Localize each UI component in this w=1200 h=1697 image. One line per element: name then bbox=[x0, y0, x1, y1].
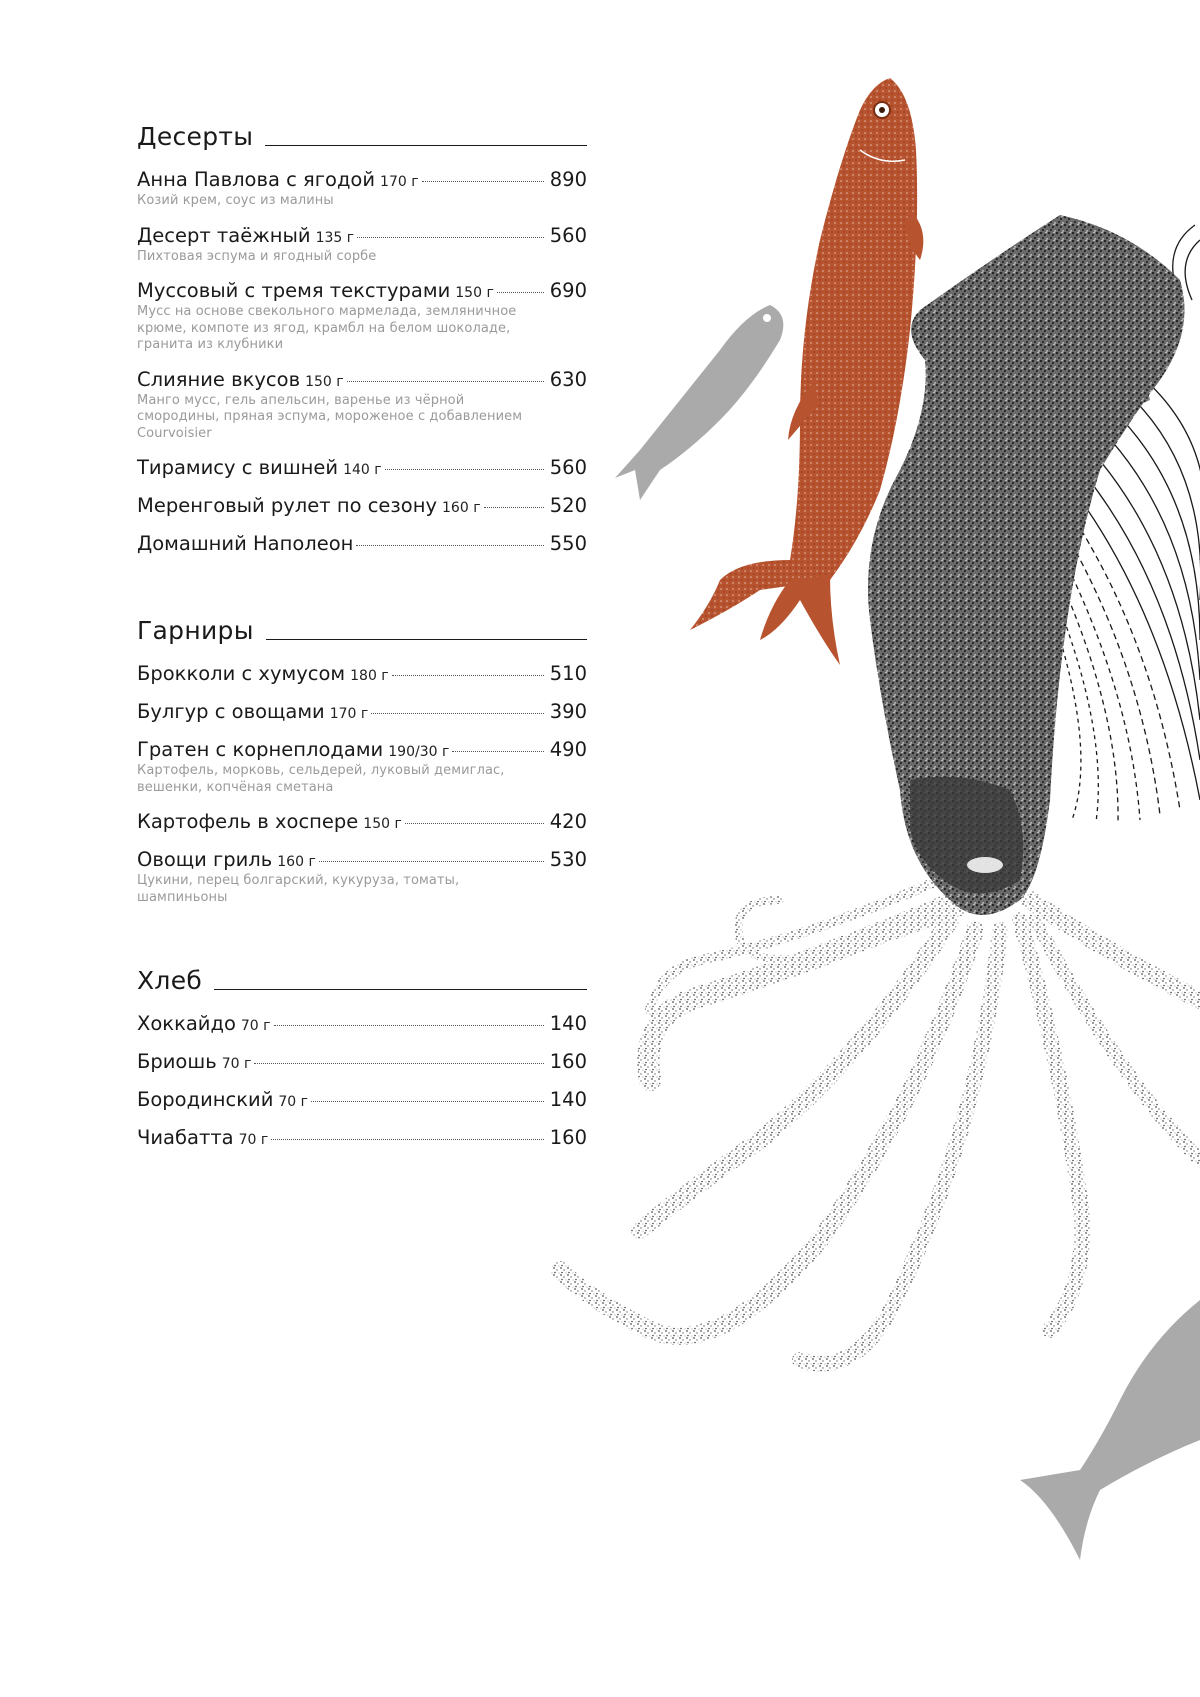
menu-item-row bbox=[137, 738, 587, 762]
item-weight: 150 г bbox=[363, 816, 402, 832]
item-weight: 160 г bbox=[442, 500, 481, 516]
menu-item bbox=[137, 168, 587, 210]
dotted-leader bbox=[371, 713, 544, 714]
item-name: Чиабатта bbox=[137, 1126, 234, 1149]
menu-item-row bbox=[137, 848, 587, 872]
menu-item-row bbox=[137, 1012, 587, 1036]
menu-item-row bbox=[137, 1088, 587, 1112]
item-price: 140 bbox=[549, 1012, 587, 1035]
item-price: 160 bbox=[549, 1126, 587, 1149]
item-price: 390 bbox=[549, 700, 587, 723]
item-name: Анна Павлова с ягодой bbox=[137, 168, 376, 191]
item-description: Картофель, морковь, сельдерей, луковый демиглас, вешенки, копчёная сметана bbox=[137, 763, 505, 795]
item-description: Мусс на основе свекольного мармелада, земляничное крюме, компоте из ягод, крамбл на белом шоколаде, гранита из клубники bbox=[137, 304, 517, 352]
item-price: 890 bbox=[549, 168, 587, 191]
menu bbox=[137, 112, 587, 1200]
menu-item bbox=[137, 279, 587, 354]
item-weight: 150 г bbox=[455, 285, 494, 301]
item-name: Домашний Наполеон bbox=[137, 532, 354, 555]
item-price: 550 bbox=[549, 532, 587, 555]
squid-tentacles bbox=[560, 880, 1200, 1364]
menu-section bbox=[137, 956, 587, 1150]
dotted-leader bbox=[385, 469, 544, 470]
section-header bbox=[137, 112, 587, 152]
menu-item-row bbox=[137, 810, 587, 834]
section-header bbox=[137, 606, 587, 646]
item-name: Картофель в хоспере bbox=[137, 810, 359, 833]
squid-illustration bbox=[868, 215, 1185, 915]
section-title: Десерты bbox=[137, 122, 254, 151]
dotted-leader bbox=[254, 1063, 543, 1064]
section-rule bbox=[265, 145, 587, 146]
dotted-leader bbox=[357, 237, 544, 238]
item-name: Овощи гриль bbox=[137, 848, 273, 871]
item-weight: 70 г bbox=[278, 1094, 308, 1110]
menu-item bbox=[137, 368, 587, 443]
dotted-leader bbox=[311, 1101, 544, 1102]
dotted-leader bbox=[422, 181, 544, 182]
item-name: Гратен с корнеплодами bbox=[137, 738, 384, 761]
item-price: 560 bbox=[549, 223, 587, 247]
item-price: 520 bbox=[549, 494, 587, 517]
dotted-leader bbox=[405, 823, 544, 824]
menu-item bbox=[137, 1050, 587, 1074]
item-weight: 70 г bbox=[238, 1132, 269, 1148]
menu-item-row bbox=[137, 532, 587, 556]
item-description: Козий крем, соус из малины bbox=[137, 193, 334, 208]
item-name: Брокколи с хумусом bbox=[137, 662, 346, 685]
item-price: 140 bbox=[549, 1088, 587, 1111]
dotted-leader bbox=[356, 545, 543, 546]
dotted-leader bbox=[347, 381, 544, 382]
item-name: Бриошь bbox=[137, 1050, 217, 1073]
item-name: Булгур с овощами bbox=[137, 700, 325, 723]
menu-item-row bbox=[137, 700, 587, 724]
item-weight: 190/30 г bbox=[388, 744, 450, 760]
menu-item-row bbox=[137, 662, 587, 686]
item-weight: 150 г bbox=[305, 373, 344, 390]
menu-item-row bbox=[137, 224, 587, 248]
menu-item bbox=[137, 456, 587, 480]
item-name: Тирамису с вишней bbox=[137, 456, 339, 479]
dotted-leader bbox=[452, 751, 543, 752]
menu-item-row bbox=[137, 368, 587, 392]
item-price: 530 bbox=[549, 848, 587, 871]
item-name: Хоккайдо bbox=[137, 1012, 236, 1035]
menu-item bbox=[137, 738, 587, 796]
item-price: 560 bbox=[549, 456, 587, 479]
menu-item-row bbox=[137, 1126, 587, 1150]
dotted-leader bbox=[484, 507, 544, 508]
menu-item bbox=[137, 224, 587, 266]
menu-item-row bbox=[137, 279, 587, 303]
item-description: Цукини, перец болгарский, кукуруза, томаты, шампиньоны bbox=[137, 873, 460, 905]
line-shell-illustration bbox=[1040, 225, 1200, 822]
item-name: Меренговый рулет по сезону bbox=[137, 494, 438, 517]
item-price: 630 bbox=[549, 367, 587, 391]
item-weight: 140 г bbox=[343, 462, 382, 478]
menu-item bbox=[137, 1088, 587, 1112]
menu-section bbox=[137, 112, 587, 556]
menu-item-row bbox=[137, 494, 587, 518]
dotted-leader bbox=[319, 861, 544, 862]
item-weight: 70 г bbox=[221, 1056, 252, 1072]
menu-item-row bbox=[137, 456, 587, 480]
menu-item bbox=[137, 848, 587, 906]
small-gray-fish-illustration bbox=[615, 305, 783, 500]
menu-section bbox=[137, 606, 587, 906]
item-price: 420 bbox=[549, 810, 587, 833]
section-rule bbox=[214, 989, 587, 990]
menu-item bbox=[137, 1126, 587, 1150]
menu-item bbox=[137, 532, 587, 556]
item-weight: 170 г bbox=[329, 706, 369, 722]
dotted-leader bbox=[271, 1139, 544, 1140]
menu-item bbox=[137, 494, 587, 518]
item-price: 160 bbox=[549, 1050, 587, 1073]
item-name: Муссовый с тремя текстурами bbox=[137, 279, 451, 302]
salmon-fish-illustration bbox=[690, 78, 923, 665]
dotted-leader bbox=[392, 675, 544, 676]
menu-item bbox=[137, 700, 587, 724]
item-price: 690 bbox=[549, 279, 587, 302]
item-weight: 70 г bbox=[240, 1018, 271, 1034]
gray-fish-tail-illustration bbox=[1020, 1300, 1200, 1560]
section-rule bbox=[266, 639, 587, 640]
section-title: Гарниры bbox=[137, 616, 254, 645]
dotted-leader bbox=[497, 292, 544, 293]
menu-item bbox=[137, 810, 587, 834]
item-price: 510 bbox=[549, 662, 587, 685]
section-header bbox=[137, 956, 587, 996]
menu-item bbox=[137, 1012, 587, 1036]
menu-item-row bbox=[137, 168, 587, 192]
item-weight: 135 г bbox=[315, 229, 355, 246]
item-name: Слияние вкусов bbox=[137, 367, 301, 391]
item-name: Бородинский bbox=[137, 1088, 274, 1111]
menu-item bbox=[137, 662, 587, 686]
section-title: Хлеб bbox=[137, 966, 203, 995]
item-name: Десерт таёжный bbox=[137, 223, 311, 247]
menu-item-row bbox=[137, 1050, 587, 1074]
item-price: 490 bbox=[549, 738, 587, 761]
item-weight: 180 г bbox=[350, 668, 389, 684]
dotted-leader bbox=[274, 1025, 544, 1026]
item-description: Пихтовая эспума и ягодный сорбе bbox=[137, 248, 377, 264]
item-weight: 160 г bbox=[277, 854, 316, 870]
item-weight: 170 г bbox=[380, 174, 419, 190]
item-description: Манго мусс, гель апельсин, варенье из чёрной смородины, пряная эспума, мороженое с добавлением Courvoisier bbox=[137, 392, 523, 441]
